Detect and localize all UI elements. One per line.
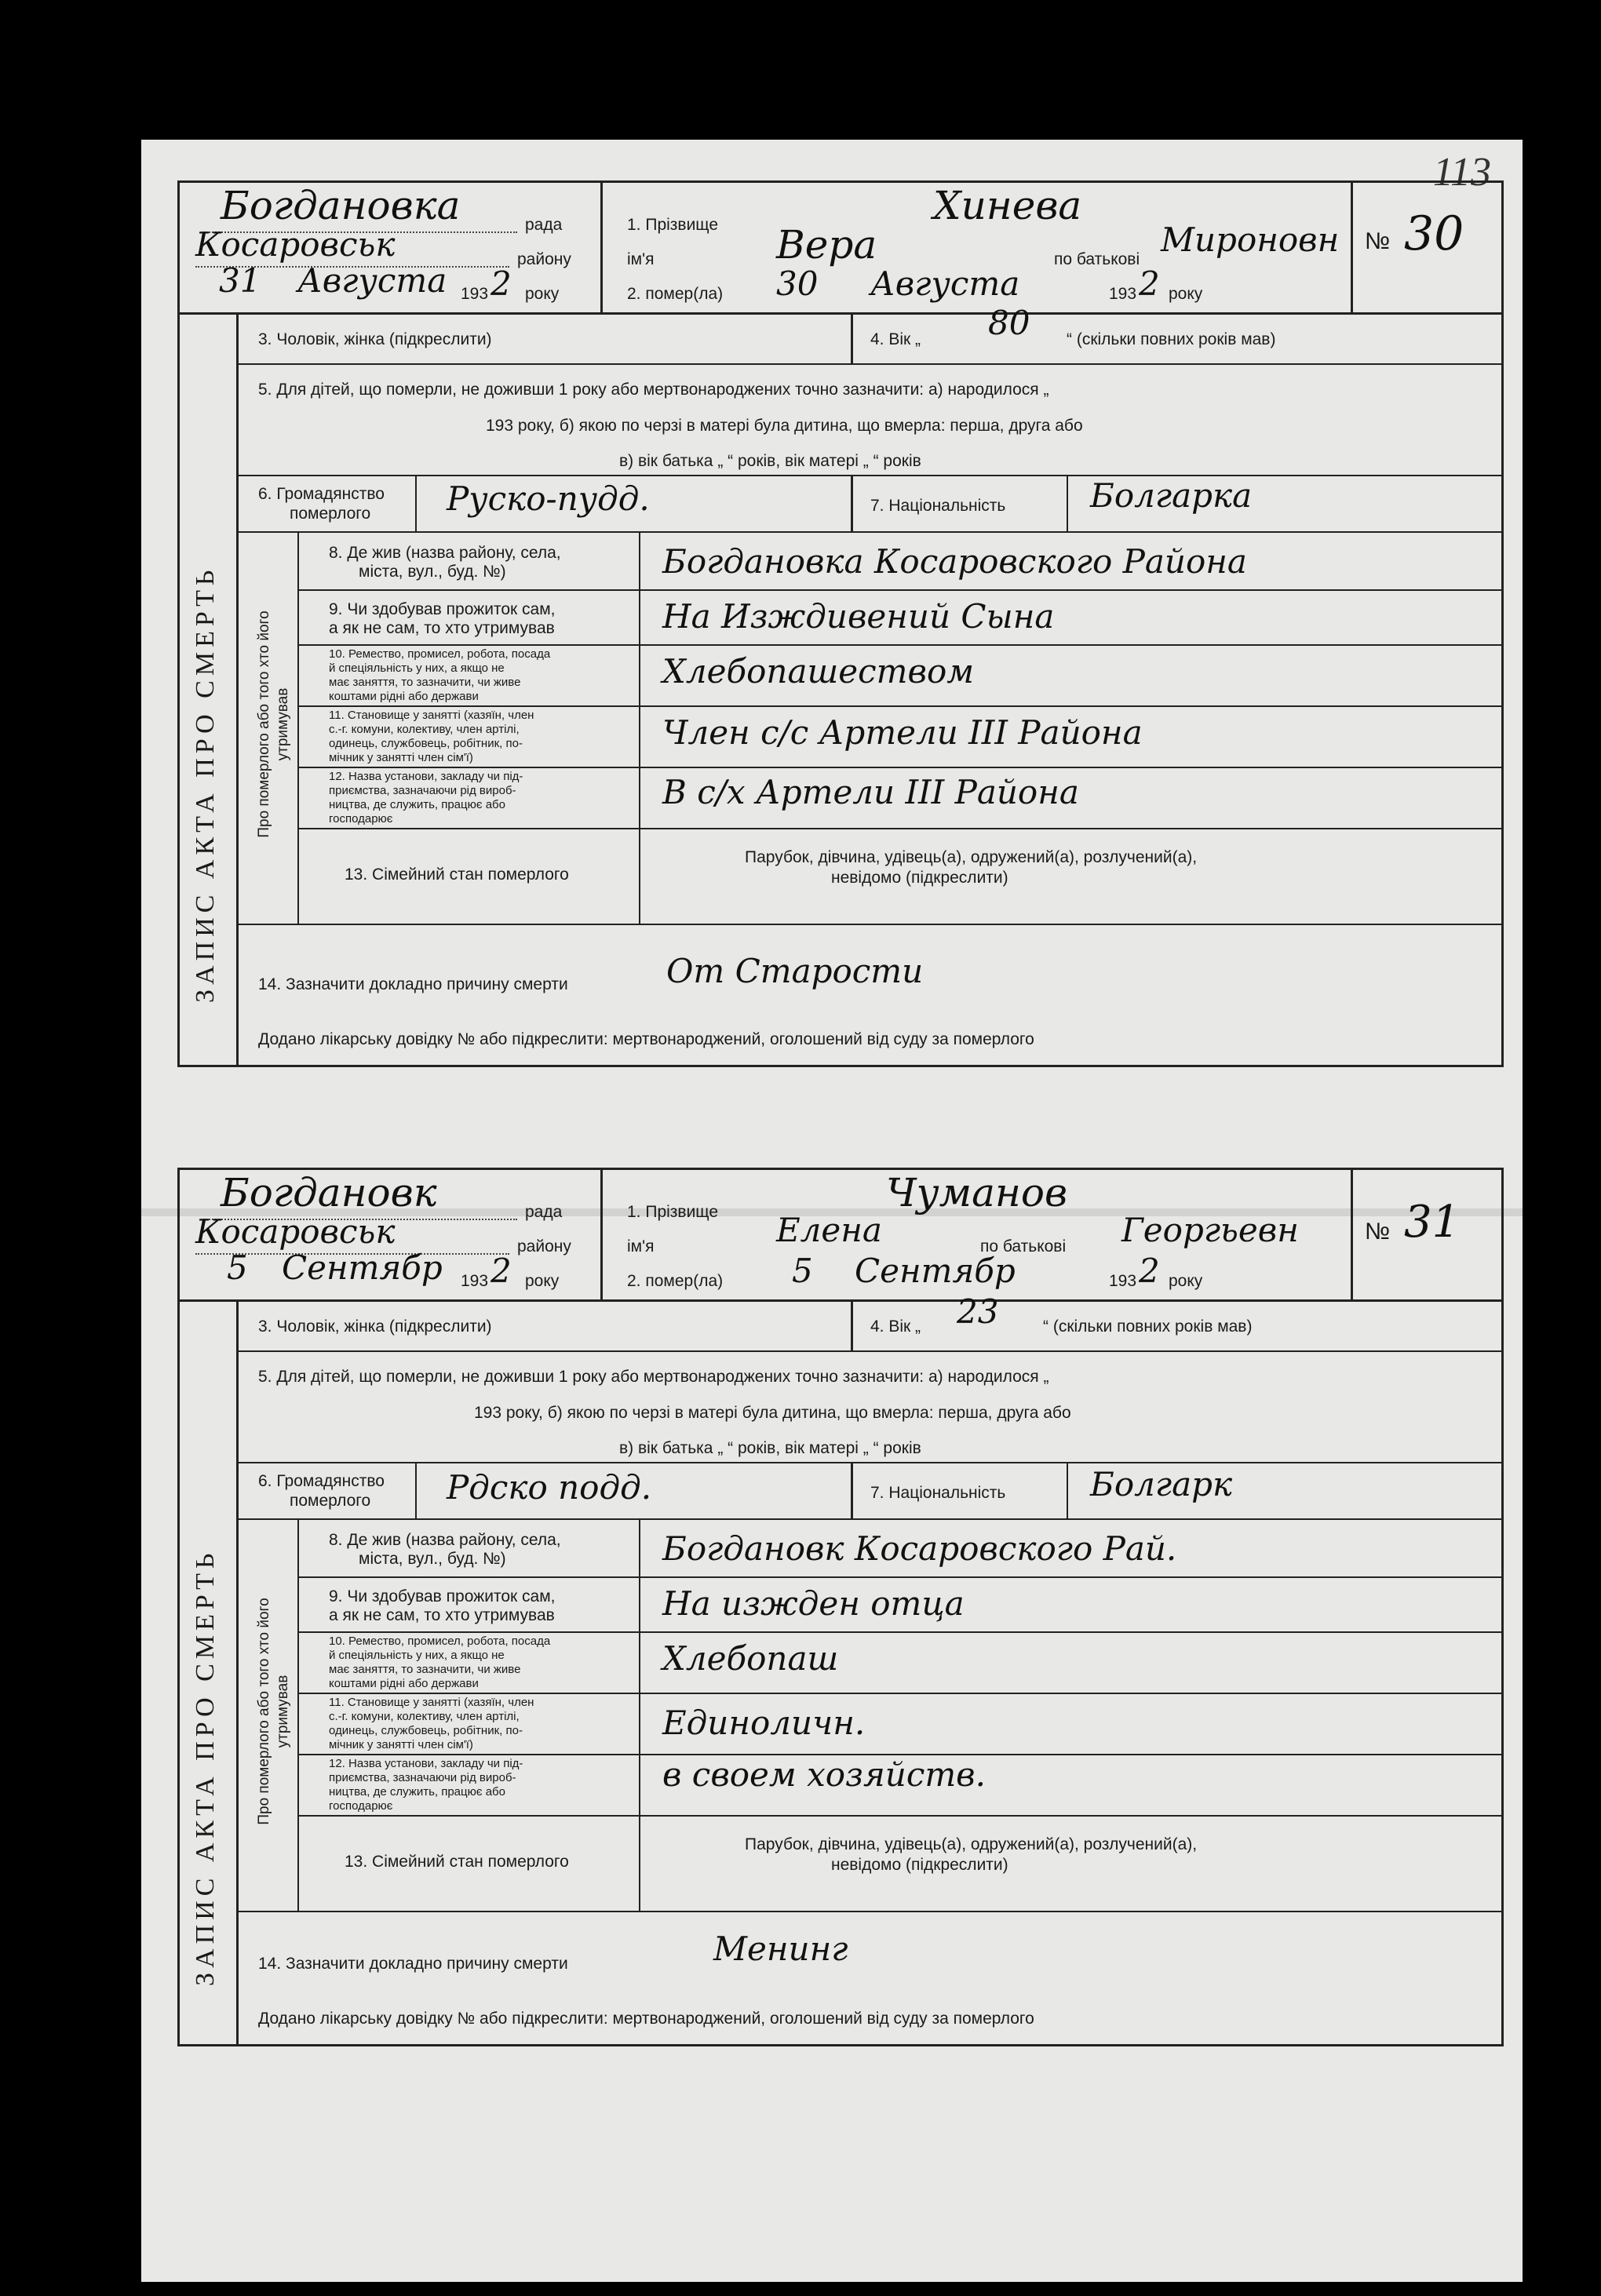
q10-label-a: 10. Ремество, промисел, робота, посада	[329, 1635, 551, 1648]
occupation-value: Хлебопаш	[662, 1639, 839, 1678]
roku-label: року	[525, 1272, 560, 1290]
q13-options-a: Парубок, дівчина, удівець(а), одружений(а), розлучений(а),	[745, 1835, 1198, 1853]
q10-label-c: має заняття, то зазначити, чи живе	[329, 1663, 521, 1676]
roku-label: року	[525, 285, 560, 303]
record-no-label: №	[1365, 228, 1391, 254]
q11-label-a: 11. Становище у занятті (хазяїн, член	[329, 709, 534, 722]
age-value: 23	[957, 1292, 999, 1331]
q9-label-a: 9. Чи здобував прожиток сам,	[329, 600, 556, 618]
side-sub-b: утримував	[275, 1675, 291, 1748]
q6-label-b: померлого	[290, 1492, 371, 1510]
name-value: Елена	[776, 1211, 882, 1249]
died-label: 2. помер(ла)	[627, 285, 724, 303]
q10-label-a: 10. Ремество, промисел, робота, посада	[329, 647, 551, 661]
q12-label-d: господарює	[329, 812, 393, 825]
side-sub-a: Про померлого або того хто його	[256, 610, 272, 838]
record-header	[180, 183, 1501, 315]
death-year-digit: 2	[1139, 264, 1160, 303]
death-year-digit: 2	[1139, 1252, 1160, 1290]
cause-value: Менинг	[713, 1930, 848, 1968]
q14-label: 14. Зазначити докладно причину смерти	[258, 975, 568, 993]
record-no-label: №	[1365, 1219, 1391, 1245]
village-value: Богдановк	[221, 1170, 437, 1215]
q6-label-b: померлого	[290, 505, 371, 523]
support-value: На Изждивений Сына	[662, 597, 1055, 636]
workplace-value: в своем хозяйств.	[662, 1755, 986, 1794]
record-no-value: 30	[1404, 206, 1464, 261]
death-record-2	[177, 1168, 1504, 2046]
citizenship-value: Руско-пудд.	[447, 479, 650, 518]
cause-value: От Старости	[666, 952, 924, 990]
q9-label-a: 9. Чи здобував прожиток сам,	[329, 1587, 556, 1605]
district-value: Косаровськ	[195, 1212, 396, 1251]
patronymic-label: по батькові	[980, 1237, 1067, 1256]
rada-label: рада	[525, 1203, 563, 1221]
q11-label-c: одинець, службовець, робітник, по-	[329, 737, 523, 750]
q12-label-d: господарює	[329, 1799, 393, 1813]
q7-label: 7. Національність	[870, 497, 1006, 515]
position-value: Единоличн.	[662, 1704, 866, 1742]
reg-day-value: 5	[227, 1248, 248, 1287]
died-label: 2. помер(ла)	[627, 1272, 724, 1290]
q8-label-a: 8. Де жив (назва району, села,	[329, 544, 561, 562]
q12-label-a: 12. Назва установи, закладу чи під-	[329, 1757, 523, 1770]
q5-line-3: в) вік батька „ “ років, вік матері „ “ років	[619, 1439, 921, 1457]
patronymic-label: по батькові	[1054, 250, 1140, 268]
q13-options-b: невідомо (підкреслити)	[831, 869, 1008, 887]
q5-line-2: 193 року, б) якою по черзі в матері була дитина, що вмерла: перша, друга або	[474, 1404, 1071, 1422]
q10-label-d: коштами рідні або держави	[329, 1677, 479, 1690]
citizenship-value: Рдско подд.	[447, 1468, 652, 1507]
q9-label-b: а як не сам, то хто утримував	[329, 619, 555, 637]
reg-year-prefix: 193	[461, 285, 489, 303]
q11-label-d: мічник у занятті член сім'ї)	[329, 1738, 473, 1751]
q4-suffix: “ (скільки повних років мав)	[1067, 330, 1276, 348]
surname-value: Чуманов	[886, 1170, 1068, 1215]
patronymic-value: Георгьевн	[1121, 1211, 1299, 1249]
record-header	[180, 1170, 1501, 1302]
village-value: Богдановка	[221, 183, 461, 228]
rayonu-label: району	[517, 1237, 571, 1256]
death-day-value: 5	[792, 1252, 813, 1290]
q12-label-c: ництва, де служить, працює або	[329, 798, 505, 811]
footer-text: Додано лікарську довідку № або підкреслити: мертвонароджений, оголошений від суду за померлого	[258, 2010, 1034, 2028]
name-value: Вера	[776, 222, 877, 268]
q10-label-b: й спеціяльність у них, а якщо не	[329, 1649, 505, 1662]
surname-label: 1. Прізвище	[627, 1203, 719, 1221]
q11-label-b: с.-г. комуни, колективу, член артілі,	[329, 723, 520, 736]
side-sub-b: утримував	[275, 687, 291, 761]
q12-label-c: ництва, де служить, працює або	[329, 1785, 505, 1799]
reg-month-value: Августа	[297, 261, 447, 300]
death-year-prefix: 193	[1109, 285, 1137, 303]
q5-line-1: 5. Для дітей, що померли, не доживши 1 року або мертвонароджених точно зазначити: а) народилося „	[258, 1368, 1049, 1386]
name-label: ім'я	[627, 1237, 655, 1256]
q10-label-d: коштами рідні або держави	[329, 690, 479, 703]
q6-label-a: 6. Громадянство	[258, 1472, 385, 1490]
death-roku-label: року	[1169, 1272, 1203, 1290]
q12-label-a: 12. Назва установи, закладу чи під-	[329, 770, 523, 783]
district-value: Косаровськ	[195, 225, 396, 264]
q7-label: 7. Національність	[870, 1484, 1006, 1502]
q8-label-b: міста, вул., буд. №)	[359, 1550, 506, 1568]
rada-label: рада	[525, 216, 563, 234]
record-no-value: 31	[1404, 1197, 1461, 1248]
q13-label: 13. Сімейний стан померлого	[345, 1853, 569, 1871]
workplace-value: В с/х Артели III Района	[662, 773, 1079, 811]
q11-label-b: с.-г. комуни, колективу, член артілі,	[329, 1710, 520, 1723]
q4-prefix: 4. Вік „	[870, 330, 921, 348]
q5-line-1: 5. Для дітей, що померли, не доживши 1 року або мертвонароджених точно зазначити: а) народилося „	[258, 381, 1049, 399]
death-year-prefix: 193	[1109, 1272, 1137, 1290]
nationality-value: Болгарк	[1090, 1465, 1233, 1503]
support-value: На изжден отца	[662, 1584, 965, 1623]
q8-label-a: 8. Де жив (назва району, села,	[329, 1531, 561, 1549]
reg-month-value: Сентябр	[282, 1248, 443, 1287]
death-month-value: Августа	[870, 264, 1020, 303]
side-title: ЗАПИС АКТА ПРО СМЕРТЬ	[191, 1548, 220, 1986]
q9-label-b: а як не сам, то хто утримував	[329, 1606, 555, 1624]
q4-prefix: 4. Вік „	[870, 1317, 921, 1336]
document-page	[141, 140, 1523, 2282]
q8-label-b: міста, вул., буд. №)	[359, 563, 506, 581]
side-sub-a: Про померлого або того хто його	[256, 1598, 272, 1825]
q12-label-b: приємства, зазначаючи рід вироб-	[329, 784, 516, 797]
q13-label: 13. Сімейний стан померлого	[345, 866, 569, 884]
position-value: Член с/с Артели III Района	[662, 713, 1143, 752]
death-month-value: Сентябр	[855, 1252, 1016, 1290]
age-value: 80	[988, 304, 1030, 342]
q10-label-c: має заняття, то зазначити, чи живе	[329, 676, 521, 689]
rayonu-label: району	[517, 250, 571, 268]
q6-label-a: 6. Громадянство	[258, 485, 385, 503]
q13-options-b: невідомо (підкреслити)	[831, 1856, 1008, 1874]
footer-text: Додано лікарську довідку № або підкреслити: мертвонароджений, оголошений від суду за померлого	[258, 1030, 1034, 1048]
q14-label: 14. Зазначити докладно причину смерти	[258, 1955, 568, 1973]
q12-label-b: приємства, зазначаючи рід вироб-	[329, 1771, 516, 1784]
q4-suffix: “ (скільки повних років мав)	[1043, 1317, 1253, 1336]
q3-label: 3. Чоловік, жінка (підкреслити)	[258, 1317, 492, 1336]
q13-options-a: Парубок, дівчина, удівець(а), одружений(а), розлучений(а),	[745, 848, 1198, 866]
surname-label: 1. Прізвище	[627, 216, 719, 234]
nationality-value: Болгарка	[1090, 476, 1253, 515]
reg-year-digit: 2	[491, 264, 512, 303]
residence-value: Богдановка Косаровского Района	[662, 542, 1247, 581]
patronymic-value: Мироновн	[1161, 220, 1340, 259]
q10-label-b: й спеціяльність у них, а якщо не	[329, 661, 505, 675]
q5-line-3: в) вік батька „ “ років, вік матері „ “ років	[619, 452, 921, 470]
occupation-value: Хлебопашеством	[662, 652, 975, 691]
reg-year-prefix: 193	[461, 1272, 489, 1290]
reg-day-value: 31	[219, 261, 261, 300]
q11-label-c: одинець, службовець, робітник, по-	[329, 1724, 523, 1737]
q3-label: 3. Чоловік, жінка (підкреслити)	[258, 330, 492, 348]
page-number: 113	[1432, 150, 1491, 195]
death-day-value: 30	[776, 264, 819, 303]
death-record-1	[177, 180, 1504, 1067]
side-title: ЗАПИС АКТА ПРО СМЕРТЬ	[191, 565, 220, 1003]
surname-value: Хинева	[933, 183, 1082, 228]
name-label: ім'я	[627, 250, 655, 268]
residence-value: Богдановк Косаровского Рай.	[662, 1529, 1177, 1568]
q11-label-a: 11. Становище у занятті (хазяїн, член	[329, 1696, 534, 1709]
death-roku-label: року	[1169, 285, 1203, 303]
reg-year-digit: 2	[491, 1252, 512, 1290]
q5-line-2: 193 року, б) якою по черзі в матері була дитина, що вмерла: перша, друга або	[486, 417, 1083, 435]
q11-label-d: мічник у занятті член сім'ї)	[329, 751, 473, 764]
